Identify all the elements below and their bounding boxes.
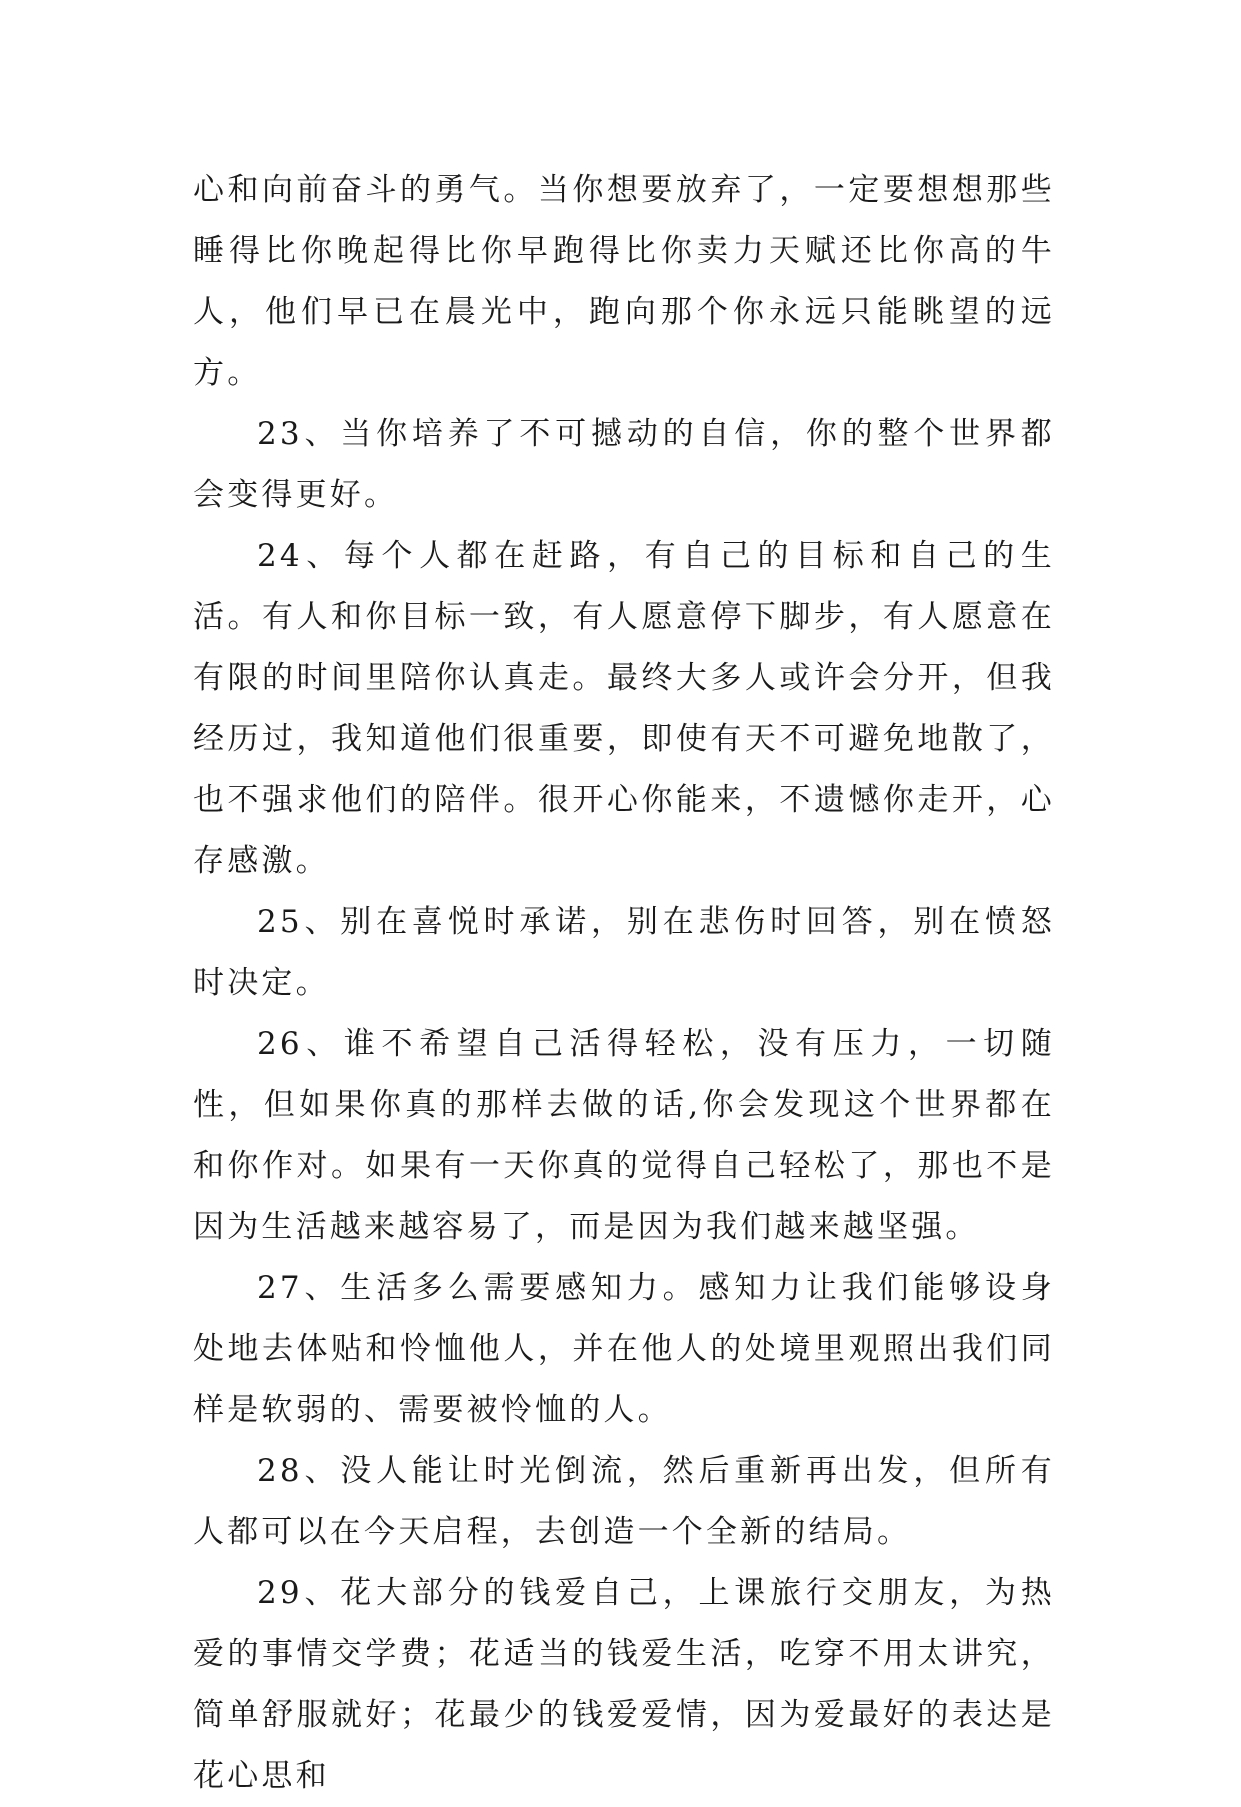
paragraph-23: 23、当你培养了不可撼动的自信，你的整个世界都会变得更好。 (193, 416, 1055, 513)
paragraph-24: 24、每个人都在赶路，有自己的目标和自己的生活。有人和你目标一致，有人愿意停下脚步，有人愿意在有限的时间里陪你认真走。最终大多人或许会分开，但我经历过，我知道他们很重要，即使有天不可避免地散了，也不强求他们的陪伴。很开心你能来，不遗憾你走开，心存感激。 (193, 538, 1055, 879)
document-body (193, 160, 1055, 1807)
paragraph-continuation: 心和向前奋斗的勇气。当你想要放弃了，一定要想想那些睡得比你晚起得比你早跑得比你卖力天赋还比你高的牛人，他们早已在晨光中，跑向那个你永远只能眺望的远方。 (193, 172, 1055, 391)
paragraph-25: 25、别在喜悦时承诺，别在悲伤时回答，别在愤怒时决定。 (193, 904, 1055, 1001)
paragraph-26: 26、谁不希望自己活得轻松，没有压力，一切随性，但如果你真的那样去做的话,你会发现这个世界都在和你作对。如果有一天你真的觉得自己轻松了，那也不是因为生活越来越容易了，而是因为我们越来越坚强。 (193, 1026, 1055, 1245)
paragraph-28: 28、没人能让时光倒流，然后重新再出发，但所有人都可以在今天启程，去创造一个全新的结局。 (193, 1453, 1055, 1550)
paragraph-27: 27、生活多么需要感知力。感知力让我们能够设身处地去体贴和怜恤他人，并在他人的处境里观照出我们同样是软弱的、需要被怜恤的人。 (193, 1270, 1055, 1428)
paragraph-29: 29、花大部分的钱爱自己，上课旅行交朋友，为热爱的事情交学费；花适当的钱爱生活，吃穿不用太讲究，简单舒服就好；花最少的钱爱爱情，因为爱最好的表达是花心思和 (193, 1575, 1055, 1794)
